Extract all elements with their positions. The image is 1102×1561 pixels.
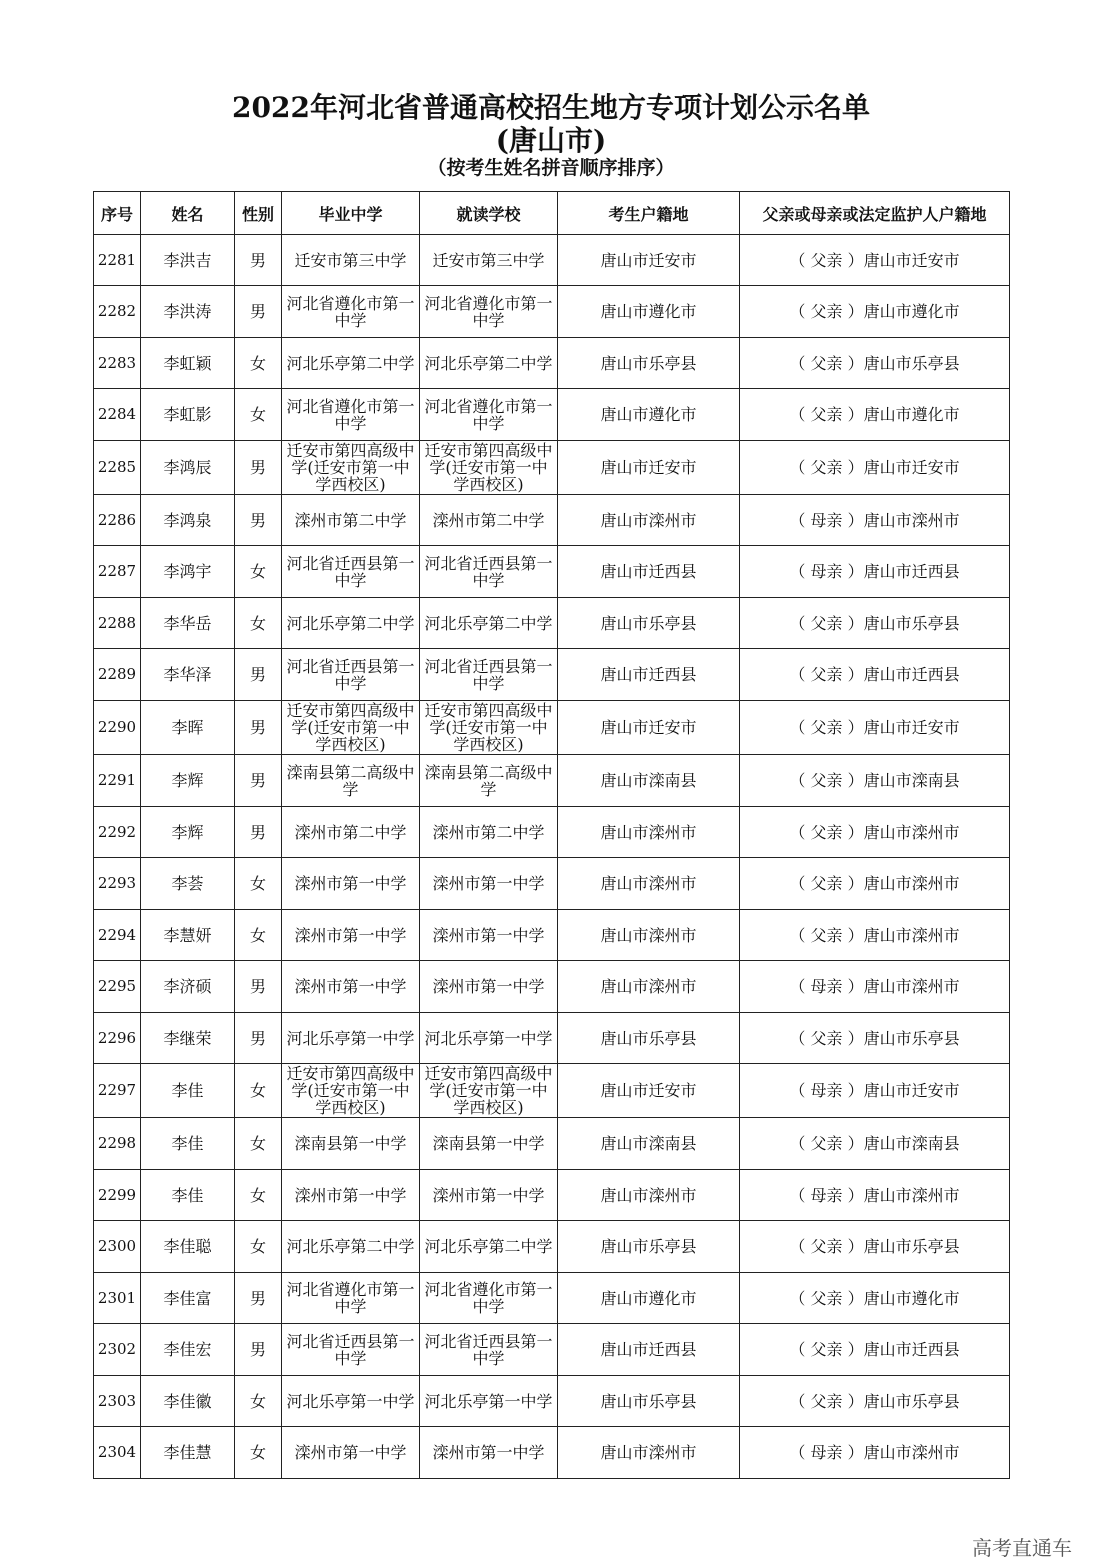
col-header-current-school: 就读学校: [420, 192, 558, 235]
candidate-table: [93, 191, 1010, 1479]
row-parent-household: （ 父亲 ）唐山市遵化市: [740, 389, 1010, 441]
row-grad-school: 迁安市第四高级中学(迁安市第一中学西校区): [282, 701, 420, 755]
row-gender: 女: [235, 1427, 282, 1479]
table-header-row: [94, 192, 1010, 235]
row-gender: 男: [235, 961, 282, 1013]
table-row: [94, 1376, 1010, 1427]
row-seq: 2297: [94, 1064, 141, 1118]
row-seq: 2287: [94, 546, 141, 598]
row-household: 唐山市滦州市: [558, 1427, 740, 1479]
row-grad-school: 滦州市第一中学: [282, 961, 420, 1013]
row-grad-school: 滦南县第二高级中学: [282, 755, 420, 807]
row-gender: 女: [235, 389, 282, 441]
row-seq: 2288: [94, 598, 141, 649]
row-household: 唐山市滦州市: [558, 495, 740, 546]
row-current-school: 迁安市第四高级中学(迁安市第一中学西校区): [420, 441, 558, 495]
row-current-school: 滦州市第一中学: [420, 1427, 558, 1479]
row-current-school: 迁安市第三中学: [420, 235, 558, 286]
row-name: 李辉: [141, 807, 235, 858]
table-row: [94, 389, 1010, 441]
table-row: [94, 1221, 1010, 1273]
row-seq: 2298: [94, 1118, 141, 1170]
row-grad-school: 河北省迁西县第一中学: [282, 546, 420, 598]
row-parent-household: （ 父亲 ）唐山市迁西县: [740, 649, 1010, 701]
row-seq: 2303: [94, 1376, 141, 1427]
row-seq: 2289: [94, 649, 141, 701]
row-household: 唐山市迁安市: [558, 1064, 740, 1118]
row-household: 唐山市迁西县: [558, 649, 740, 701]
row-current-school: 河北省遵化市第一中学: [420, 1273, 558, 1324]
table-row: [94, 807, 1010, 858]
row-gender: 男: [235, 807, 282, 858]
row-seq: 2285: [94, 441, 141, 495]
table-row: [94, 1013, 1010, 1064]
row-parent-household: （ 父亲 ）唐山市乐亭县: [740, 338, 1010, 389]
table-row: [94, 1427, 1010, 1479]
row-gender: 男: [235, 701, 282, 755]
row-name: 李晖: [141, 701, 235, 755]
table-row: [94, 495, 1010, 546]
table-row: [94, 286, 1010, 338]
table-row: [94, 1170, 1010, 1221]
row-current-school: 河北乐亭第一中学: [420, 1376, 558, 1427]
row-name: 李荟: [141, 858, 235, 910]
table-row: [94, 961, 1010, 1013]
row-name: 李济硕: [141, 961, 235, 1013]
row-name: 李慧妍: [141, 910, 235, 961]
table-row: [94, 910, 1010, 961]
row-parent-household: （ 父亲 ）唐山市滦州市: [740, 910, 1010, 961]
row-seq: 2296: [94, 1013, 141, 1064]
row-name: 李佳宏: [141, 1324, 235, 1376]
row-current-school: 滦州市第一中学: [420, 910, 558, 961]
row-parent-household: （ 父亲 ）唐山市乐亭县: [740, 598, 1010, 649]
row-household: 唐山市滦州市: [558, 961, 740, 1013]
row-gender: 男: [235, 755, 282, 807]
row-gender: 男: [235, 286, 282, 338]
row-gender: 男: [235, 1273, 282, 1324]
row-gender: 女: [235, 1221, 282, 1273]
table-row: [94, 546, 1010, 598]
row-current-school: 滦州市第一中学: [420, 961, 558, 1013]
row-gender: 女: [235, 1170, 282, 1221]
row-parent-household: （ 父亲 ）唐山市乐亭县: [740, 1376, 1010, 1427]
row-household: 唐山市滦南县: [558, 755, 740, 807]
row-grad-school: 河北省迁西县第一中学: [282, 649, 420, 701]
row-current-school: 河北省遵化市第一中学: [420, 389, 558, 441]
row-seq: 2302: [94, 1324, 141, 1376]
row-current-school: 河北乐亭第一中学: [420, 1013, 558, 1064]
document-subtitle-order: （按考生姓名拼音顺序排序）: [427, 157, 675, 179]
row-gender: 女: [235, 858, 282, 910]
row-parent-household: （ 父亲 ）唐山市乐亭县: [740, 1013, 1010, 1064]
table-row: [94, 649, 1010, 701]
row-household: 唐山市滦州市: [558, 807, 740, 858]
row-name: 李鸿泉: [141, 495, 235, 546]
row-grad-school: 河北省遵化市第一中学: [282, 1273, 420, 1324]
row-grad-school: 河北省迁西县第一中学: [282, 1324, 420, 1376]
row-household: 唐山市乐亭县: [558, 1013, 740, 1064]
watermark-text: 高考直通车: [972, 1536, 1072, 1560]
row-grad-school: 滦州市第一中学: [282, 1170, 420, 1221]
row-current-school: 河北乐亭第二中学: [420, 598, 558, 649]
table-row: [94, 701, 1010, 755]
row-gender: 男: [235, 235, 282, 286]
table-row: [94, 1273, 1010, 1324]
table-row: [94, 1324, 1010, 1376]
row-grad-school: 迁安市第四高级中学(迁安市第一中学西校区): [282, 441, 420, 495]
row-parent-household: （ 母亲 ）唐山市滦州市: [740, 495, 1010, 546]
row-name: 李佳慧: [141, 1427, 235, 1479]
row-household: 唐山市迁西县: [558, 546, 740, 598]
row-gender: 女: [235, 910, 282, 961]
row-grad-school: 滦州市第一中学: [282, 858, 420, 910]
row-seq: 2293: [94, 858, 141, 910]
row-household: 唐山市乐亭县: [558, 1376, 740, 1427]
row-seq: 2301: [94, 1273, 141, 1324]
row-current-school: 河北乐亭第二中学: [420, 338, 558, 389]
row-seq: 2283: [94, 338, 141, 389]
row-name: 李佳富: [141, 1273, 235, 1324]
row-seq: 2295: [94, 961, 141, 1013]
row-current-school: 河北省迁西县第一中学: [420, 546, 558, 598]
table-row: [94, 1064, 1010, 1118]
row-grad-school: 滦州市第一中学: [282, 910, 420, 961]
document-subtitle-city: (唐山市): [495, 124, 607, 157]
row-current-school: 滦南县第二高级中学: [420, 755, 558, 807]
row-household: 唐山市滦州市: [558, 858, 740, 910]
row-seq: 2294: [94, 910, 141, 961]
col-header-household: 考生户籍地: [558, 192, 740, 235]
row-name: 李佳聪: [141, 1221, 235, 1273]
col-header-grad-school: 毕业中学: [282, 192, 420, 235]
row-grad-school: 河北乐亭第一中学: [282, 1376, 420, 1427]
row-household: 唐山市滦南县: [558, 1118, 740, 1170]
row-current-school: 滦州市第二中学: [420, 495, 558, 546]
row-grad-school: 河北乐亭第二中学: [282, 1221, 420, 1273]
row-parent-household: （ 父亲 ）唐山市迁西县: [740, 1324, 1010, 1376]
row-gender: 女: [235, 1064, 282, 1118]
row-name: 李虹影: [141, 389, 235, 441]
row-current-school: 滦州市第二中学: [420, 807, 558, 858]
row-household: 唐山市迁安市: [558, 235, 740, 286]
row-grad-school: 河北省遵化市第一中学: [282, 389, 420, 441]
row-parent-household: （ 父亲 ）唐山市遵化市: [740, 286, 1010, 338]
row-current-school: 迁安市第四高级中学(迁安市第一中学西校区): [420, 1064, 558, 1118]
row-grad-school: 河北乐亭第二中学: [282, 598, 420, 649]
row-household: 唐山市遵化市: [558, 1273, 740, 1324]
row-grad-school: 滦州市第二中学: [282, 807, 420, 858]
row-current-school: 河北省迁西县第一中学: [420, 1324, 558, 1376]
row-seq: 2300: [94, 1221, 141, 1273]
row-name: 李佳: [141, 1118, 235, 1170]
row-name: 李佳: [141, 1170, 235, 1221]
row-household: 唐山市乐亭县: [558, 598, 740, 649]
row-current-school: 河北乐亭第二中学: [420, 1221, 558, 1273]
row-parent-household: （ 母亲 ）唐山市迁安市: [740, 1064, 1010, 1118]
row-parent-household: （ 母亲 ）唐山市滦州市: [740, 1427, 1010, 1479]
table-row: [94, 338, 1010, 389]
row-current-school: 滦南县第一中学: [420, 1118, 558, 1170]
table-row: [94, 598, 1010, 649]
row-household: 唐山市滦州市: [558, 1170, 740, 1221]
row-grad-school: 迁安市第三中学: [282, 235, 420, 286]
row-parent-household: （ 父亲 ）唐山市遵化市: [740, 1273, 1010, 1324]
row-gender: 男: [235, 1324, 282, 1376]
row-name: 李华岳: [141, 598, 235, 649]
row-household: 唐山市迁安市: [558, 701, 740, 755]
row-gender: 男: [235, 441, 282, 495]
row-parent-household: （ 母亲 ）唐山市迁西县: [740, 546, 1010, 598]
row-grad-school: 河北乐亭第二中学: [282, 338, 420, 389]
row-name: 李虹颖: [141, 338, 235, 389]
col-header-gender: 性别: [235, 192, 282, 235]
row-household: 唐山市遵化市: [558, 389, 740, 441]
row-grad-school: 滦州市第二中学: [282, 495, 420, 546]
row-name: 李洪吉: [141, 235, 235, 286]
row-seq: 2284: [94, 389, 141, 441]
row-parent-household: （ 父亲 ）唐山市迁安市: [740, 701, 1010, 755]
row-name: 李华泽: [141, 649, 235, 701]
row-gender: 女: [235, 598, 282, 649]
row-household: 唐山市遵化市: [558, 286, 740, 338]
row-name: 李洪涛: [141, 286, 235, 338]
row-grad-school: 滦州市第一中学: [282, 1427, 420, 1479]
row-name: 李鸿辰: [141, 441, 235, 495]
document-title: 2022年河北省普通高校招生地方专项计划公示名单: [232, 91, 870, 124]
row-name: 李佳: [141, 1064, 235, 1118]
row-name: 李鸿宇: [141, 546, 235, 598]
row-name: 李佳徽: [141, 1376, 235, 1427]
row-seq: 2281: [94, 235, 141, 286]
row-household: 唐山市乐亭县: [558, 338, 740, 389]
row-seq: 2286: [94, 495, 141, 546]
table-row: [94, 1118, 1010, 1170]
row-household: 唐山市乐亭县: [558, 1221, 740, 1273]
row-grad-school: 滦南县第一中学: [282, 1118, 420, 1170]
row-parent-household: （ 母亲 ）唐山市滦州市: [740, 1170, 1010, 1221]
row-household: 唐山市迁西县: [558, 1324, 740, 1376]
col-header-parent-household: 父亲或母亲或法定监护人户籍地: [740, 192, 1010, 235]
row-gender: 女: [235, 1118, 282, 1170]
row-name: 李辉: [141, 755, 235, 807]
row-seq: 2282: [94, 286, 141, 338]
row-parent-household: （ 父亲 ）唐山市滦州市: [740, 807, 1010, 858]
row-seq: 2292: [94, 807, 141, 858]
row-gender: 男: [235, 495, 282, 546]
row-household: 唐山市迁安市: [558, 441, 740, 495]
row-grad-school: 迁安市第四高级中学(迁安市第一中学西校区): [282, 1064, 420, 1118]
row-grad-school: 河北省遵化市第一中学: [282, 286, 420, 338]
row-grad-school: 河北乐亭第一中学: [282, 1013, 420, 1064]
table-row: [94, 235, 1010, 286]
row-seq: 2299: [94, 1170, 141, 1221]
row-parent-household: （ 母亲 ）唐山市滦州市: [740, 961, 1010, 1013]
row-parent-household: （ 父亲 ）唐山市滦南县: [740, 755, 1010, 807]
table-row: [94, 755, 1010, 807]
row-gender: 女: [235, 1376, 282, 1427]
row-gender: 男: [235, 1013, 282, 1064]
row-parent-household: （ 父亲 ）唐山市滦州市: [740, 858, 1010, 910]
row-parent-household: （ 父亲 ）唐山市乐亭县: [740, 1221, 1010, 1273]
row-seq: 2290: [94, 701, 141, 755]
row-current-school: 滦州市第一中学: [420, 858, 558, 910]
table-row: [94, 441, 1010, 495]
row-gender: 男: [235, 649, 282, 701]
row-parent-household: （ 父亲 ）唐山市滦南县: [740, 1118, 1010, 1170]
row-household: 唐山市滦州市: [558, 910, 740, 961]
row-current-school: 迁安市第四高级中学(迁安市第一中学西校区): [420, 701, 558, 755]
row-name: 李继荣: [141, 1013, 235, 1064]
row-current-school: 河北省迁西县第一中学: [420, 649, 558, 701]
row-parent-household: （ 父亲 ）唐山市迁安市: [740, 441, 1010, 495]
row-seq: 2304: [94, 1427, 141, 1479]
row-parent-household: （ 父亲 ）唐山市迁安市: [740, 235, 1010, 286]
row-seq: 2291: [94, 755, 141, 807]
col-header-name: 姓名: [141, 192, 235, 235]
table-row: [94, 858, 1010, 910]
row-gender: 女: [235, 546, 282, 598]
row-current-school: 滦州市第一中学: [420, 1170, 558, 1221]
col-header-seq: 序号: [94, 192, 141, 235]
row-current-school: 河北省遵化市第一中学: [420, 286, 558, 338]
row-gender: 女: [235, 338, 282, 389]
